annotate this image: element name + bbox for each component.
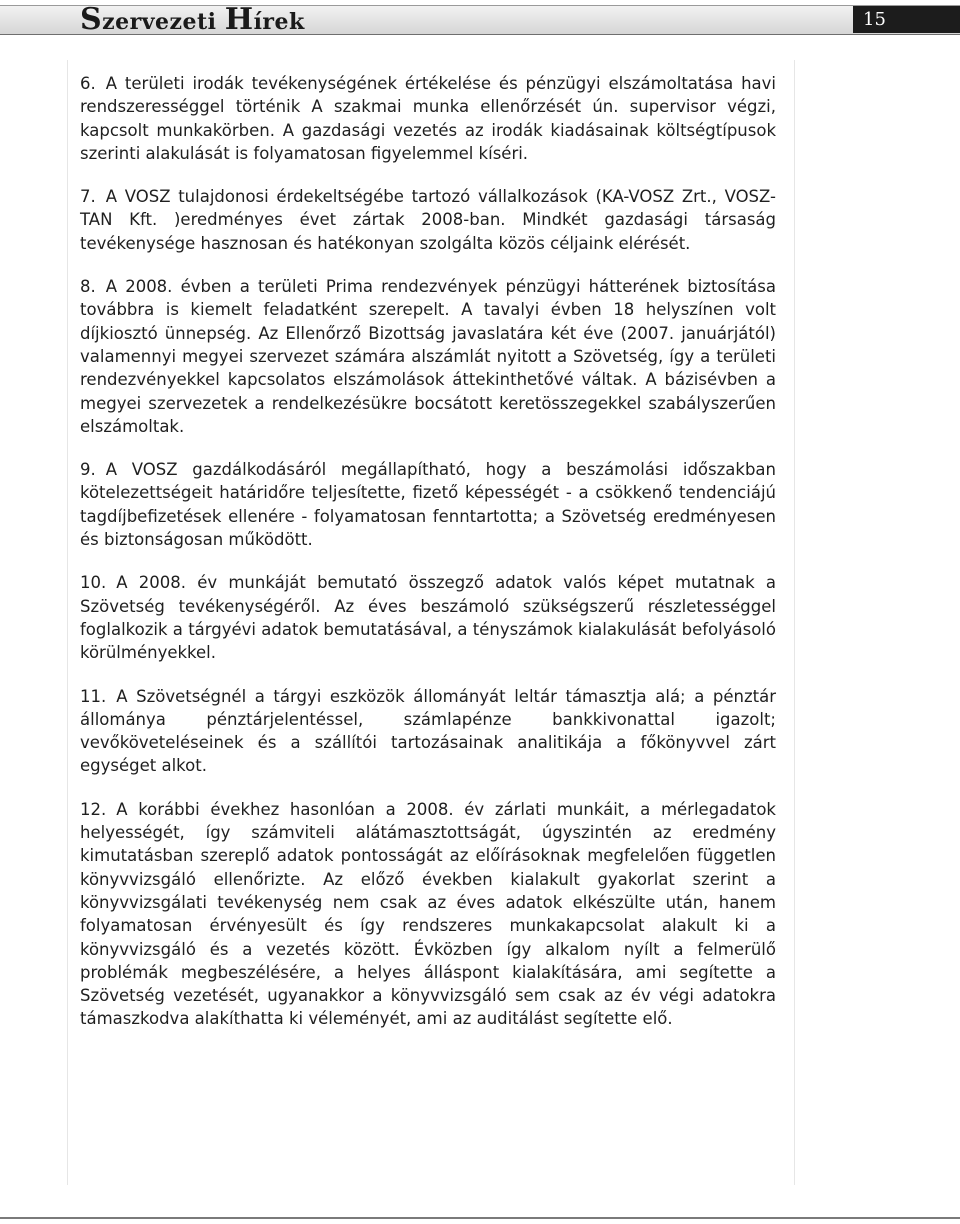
footer-rule xyxy=(0,1217,960,1219)
item-text: A korábbi évekhez hasonlóan a 2008. év zárlati munkáit, a mérlegadatok helyességét, így számviteli alátámasztottságát, úgyszintén az eredmény kimutatásban szereplő adatok pontosságát az előírásoknak megfelelően független könyvvizsgáló ellenőrizte. Az előző években kialakult gyakorlat szerint a könyvvizsgálati tevékenység nem csak az éves adatok elkészülte után, hanem folyamatosan érvényesült és így rendszeres munkakapcsolat alakult ki a könyvvizsgáló és a vezetés között. Évközben így alkalom nyílt a felmerülő problémák megbeszélésére, a helyes álláspont kialakítására, ami segítette a Szövetség vezetését, ugyanakkor a könyvvizsgáló sem csak az év végi adatokra támaszkodva alakíthatta ki véleményét, ami az auditálást segítette elő. xyxy=(80,799,776,1029)
masthead-word-2: írek xyxy=(253,9,305,35)
list-item-7 xyxy=(80,185,776,255)
list-item-12 xyxy=(80,798,776,1031)
item-text: A VOSZ gazdálkodásáról megállapítható, hogy a beszámolási időszakban kötelezettségeit határidőre teljesítette, fizető képességét - a csökkenő tendenciájú tagdíjbefizetések ellenére - folyamatosan fenntartotta; a Szövetség eredményesen és biztonságosan működött. xyxy=(80,460,776,550)
masthead-initial-h: H xyxy=(224,2,254,37)
masthead-word-1: zervezeti xyxy=(102,9,217,35)
masthead-title xyxy=(80,2,305,37)
list-item-9 xyxy=(80,458,776,551)
item-number: 11. xyxy=(80,686,107,706)
item-text: A 2008. évben a területi Prima rendezvények pénzügyi hátterének biztosítása továbbra is kiemelt feladatként szerepelt. A tavalyi évben 18 helyszínen volt díjkiosztó ünnepség. Az Ellenőrző Bizottság javaslatára két éve (2007. januárjától) valamennyi megyei szervezet számára alszámlát nyitott a Szövetség, így a területi rendezvényekkel kapcsolatos elszámolások áttekinthetővé váltak. A bázisévben a megyei szervezetek a rendelkezésükre bocsátott keretösszegekkel szabályszerűen elszámoltak. xyxy=(80,277,776,436)
page-number: 15 xyxy=(853,6,960,33)
item-number: 6. xyxy=(80,74,96,93)
list-item-11 xyxy=(80,685,776,778)
item-number: 12. xyxy=(80,799,107,819)
numbered-list xyxy=(80,72,776,1051)
item-text: A területi irodák tevékenységének értékelése és pénzügyi elszámoltatása havi rendszerességgel történik A szakmai munka ellenőrzését ún. supervisor végzi, kapcsolt munkakörben. A gazdasági vezetés az irodák kiadásainak költségtípusok szerinti alakulását is folyamatosan figyelemmel kíséri. xyxy=(80,74,776,163)
page-header xyxy=(0,0,960,40)
item-text: A 2008. év munkáját bemutató összegző adatok valós képet mutatnak a Szövetség tevékenységéről. Az éves beszámoló szükségszerű részletességgel foglalkozik a tárgyévi adatok bemutatásával, a tényszámok kialakulását befolyásoló körülményekkel. xyxy=(80,573,776,663)
list-item-8 xyxy=(80,275,776,438)
item-text: A Szövetségnél a tárgyi eszközök állományát leltár támasztja alá; a pénztár állománya pénztárjelentéssel, számlapénze bankkivonattal igazolt; vevőköveteléseinek és a szállítói tartozásainak analitikája a főkönyvvel zárt egységet alkot. xyxy=(80,686,776,776)
item-number: 9. xyxy=(80,460,96,480)
item-number: 10. xyxy=(80,573,107,593)
item-number: 8. xyxy=(80,277,96,297)
list-item-6 xyxy=(80,72,776,165)
item-number: 7. xyxy=(80,187,96,207)
item-text: A VOSZ tulajdonosi érdekeltségébe tartozó vállalkozások (KA-VOSZ Zrt., VOSZ-TAN Kft. )eredményes évet zártak 2008-ban. Mindkét gazdasági társaság tevékenysége hasznosan és hatékonyan szolgálta közös céljaink elérését. xyxy=(80,187,776,253)
list-item-10 xyxy=(80,571,776,664)
masthead-initial-s: S xyxy=(80,2,103,37)
